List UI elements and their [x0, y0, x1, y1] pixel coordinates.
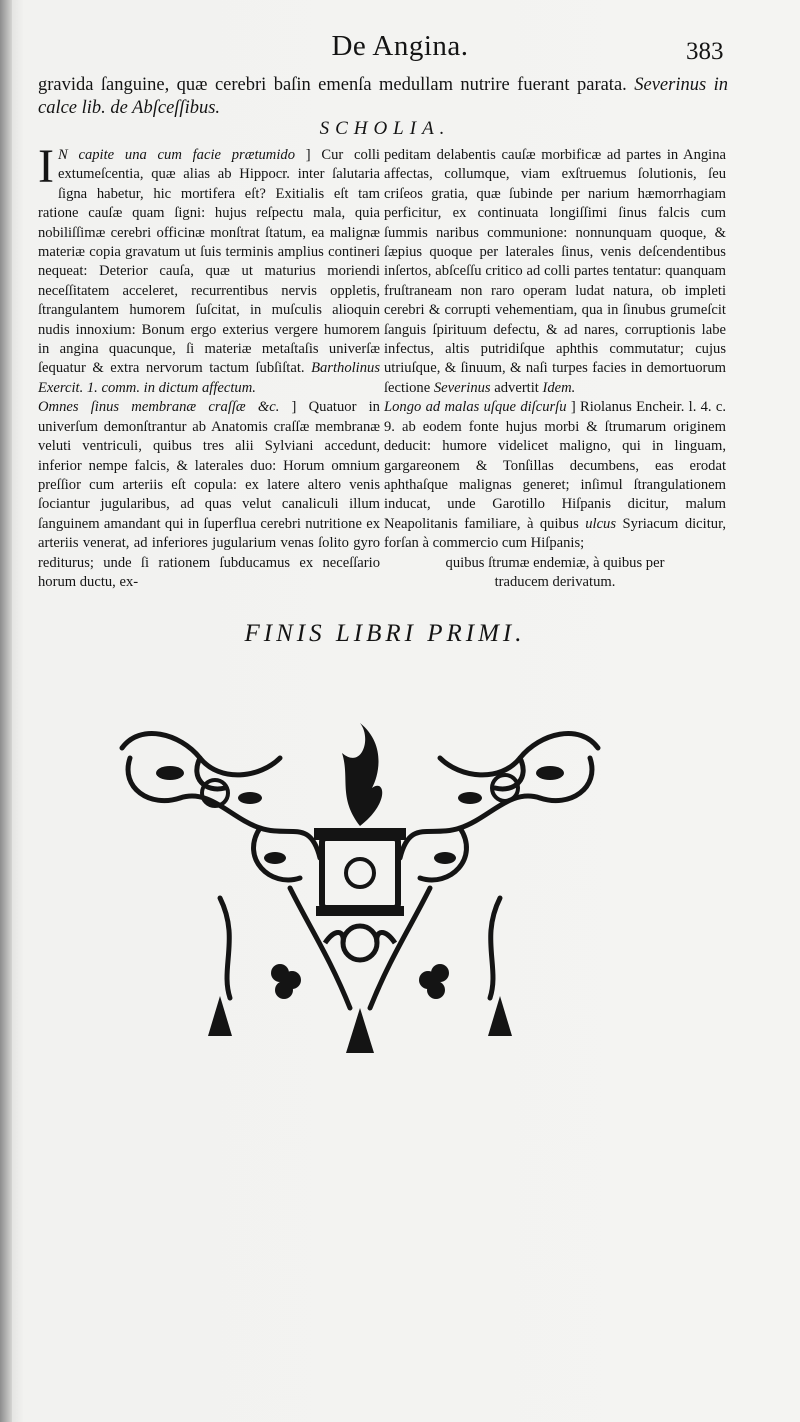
reference-verb: advertit: [494, 379, 539, 396]
closing-line-2: traducem derivatum.: [494, 573, 616, 590]
page-number: 383: [686, 38, 724, 65]
reference-author: Severinus: [433, 379, 491, 396]
finis-line: FINIS LIBRI PRIMI.: [244, 620, 526, 647]
running-title: De Angina.: [331, 30, 469, 62]
scholion-3-text-2: Syriacum dicitur, forſan à commercio cum Hiſpanis;: [384, 515, 726, 552]
lemma-3: Longo ad malas uſque diſcurſu: [384, 399, 567, 416]
scholion-3: [384, 398, 726, 553]
reference-idem: Idem.: [542, 379, 576, 396]
ulcus-word: ulcus: [585, 515, 617, 532]
scholion-2-text: ] Quatuor in univerſum demonſtrantur ab Anatomis craſſæ membranæ veluti ventriculi, quibus tres alii Sylviani accedunt, inferior nempe falcis, & laterales duo: Horum omnium preſſior cum arteriis eſt copula: ex latere altero venis ſociantur jugularibus, ad quas velut canaliculi illum ſanguinem amandant qui in ſuperflua cerebri nutritione ex arteriis venerat, ad inferiores jugularium venas ſolito gyro rediturus; unde ſi rationem ſubducamus ex neceſſario horum ductu, ex-: [38, 399, 380, 590]
scholion-1-text: ] Cur colli extumeſcentia, quæ alias ab Hippocr. inter ſalutaria ſigna habetur, hic mortifera eſt? Exitialis eſt tam ratione cauſæ quam ſigni: hujus reſpectu mala, quia nobiliſſimæ cerebri officinæ monſtrat ſtatum, ea malignæ materiæ copia gravatum ut ſuis terminis amplius contineri nequeat: Deterior cauſa, quæ ut maturius moriendi neceſſitatem acceleret, recurrentibus nervis oppletis, ſtrangulantem humorem ſuſcitat, in muſculis alioquin nudis innoxium: Bonum ergo exterius vergere humorem in angina quacunque, ſi materiæ metaſtaſis univerſæ ſequatur & extra nervorum tactum ſubſiſtat.: [38, 147, 380, 377]
scholion-1: [38, 140, 380, 398]
left-column: [38, 140, 380, 592]
lead-source-author: Severinus: [634, 75, 707, 95]
lemma-2: Omnes ſinus membranæ craſſæ &c.: [38, 399, 280, 416]
lead-text: gravida ſanguine, quæ cerebri baſin emenſa medullam nutrire fuerant parata.: [38, 75, 627, 95]
scholion-2: [38, 398, 380, 592]
lead-source-work: in calce lib. de Abſceſſibus.: [38, 75, 728, 118]
scholion-3-text: ] Riolanus Encheir. l. 4. c. 9. ab eodem fonte hujus morbi & ſtrumarum originem deducit: humore videlicet maligno, qui in linguam, gargareonem & Tonſillas decumbens, eas erodat aphthaſque malignas generet; inſimul ſtrangulationem inducat, unde Garotillo Hiſpanis dicitur, malum Neapolitanis familiare, à quibus: [384, 399, 726, 532]
right-column: [384, 146, 726, 592]
scholia-heading: SCHOLIA.: [319, 118, 451, 139]
drop-cap: I: [38, 140, 54, 193]
binding-gutter: [0, 0, 12, 1422]
woodcut-tailpiece-icon: [110, 718, 610, 1058]
scholion-2-continued-text: peditam delabentis cauſæ morbificæ ad partes in Angina affectas, collumque, viam exſtruemus ſolutionis, ſeu criſeos gratia, quæ ſubinde per narium hæmorrhagiam perficitur, ex continuata longiſſimi ſinus falcis cum ſummis naribus communione: nonnunquam quoque, & ſæpius quoque per laterales ſinus, venis deſcendentibus inſertos, abſceſſu critico ad colli partes tentatur: quanquam fruſtraneam non raro operam ludat natura, ob impleti cerebri & corrupti vehementiam, qua in ſinubus grumeſcit ſanguis ſpirituum defectu, & ad nares, corruptionis labe infectus, altis putridiſque aphthis commutatur; cujus utriuſque, & ſinuum, & naſi turpes facies in demortuorum ſectione: [384, 147, 726, 396]
lead-paragraph: [38, 74, 728, 120]
scholion-2-continued: [384, 146, 726, 398]
scholion-1-reference: Bartholinus Exercit. 1. comm. in dictum affectum.: [38, 360, 380, 396]
lemma-1: N capite una cum facie prætumido: [57, 147, 295, 163]
closing-line-1: quibus ſtrumæ endemiæ, à quibus per: [445, 554, 665, 571]
